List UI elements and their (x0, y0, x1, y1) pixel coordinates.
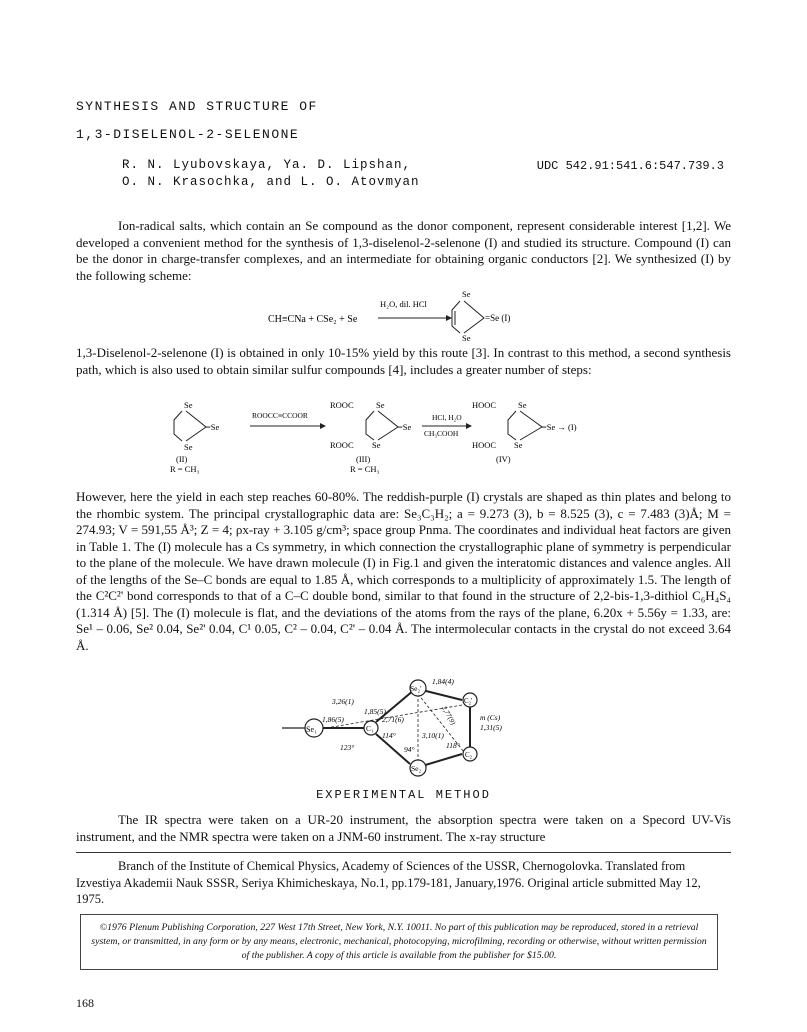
authors-line-2: O. N. Krasochka, and L. O. Atovmyan (122, 175, 420, 189)
atom-se2prime-label: Se₂' (410, 684, 422, 693)
paragraph-3 (76, 489, 731, 654)
scheme2-ii-se-bottom: Se (184, 442, 193, 452)
atom-c2prime-label: C₂' (464, 697, 473, 705)
scheme2-iii-ring-left (366, 411, 374, 440)
scheme2-r-def-2: R = CH₃ (350, 464, 380, 474)
scheme1-arrowhead (446, 315, 452, 321)
affiliation-text: Branch of the Institute of Chemical Physics, Academy of Sciences of the USSR, Chernogolovka. Translated from Izvestiya Akademii Nauk SSSR, Seriya Khimicheskaya, No.1, pp.179-181, January,1976. Original article submitted May 12, 1975. (76, 859, 701, 906)
scheme2-iv-ring-right (520, 411, 542, 440)
scheme1-se-top: Se (462, 289, 471, 299)
label-se2-se2prime: 3,10(1) (422, 731, 444, 740)
label-angle-se1: 123° (340, 743, 355, 752)
molecule-figure (282, 672, 522, 790)
scheme2-iv-hooc-top: HOOC (472, 400, 497, 410)
synthesis-scheme-1 (250, 286, 550, 346)
scheme1-se-bottom: Se (462, 333, 471, 343)
scheme2-r-def-1: R = CH₃ (170, 464, 200, 474)
page-number: 168 (76, 996, 94, 1010)
paper-title-line-1: SYNTHESIS AND STRUCTURE OF (76, 99, 318, 114)
label-c1-c2prime: 2,71(6) (382, 715, 404, 724)
label-se1-c1: 1,86(5) (322, 715, 344, 724)
scheme2-iv-se-bottom: Se (514, 440, 523, 450)
scheme2-iii-rooc-bottom: ROOC (330, 440, 354, 450)
paragraph-3-text: However, here the yield in each step reaches 60-80%. The reddish-purple (I) crystals are shaped as thin plates and belong to the rhombic system. The principal crystallographic data are: Se₃C₃H₂; a = 9.273 (3), b = 8.525 (3), c = 7.483 (3)Å; M = 274.93; V = 591,55 Å³; Z = 4; ρx-ray + 3.105 g/cm³; space group Pnma. The coordinates and individual heat factors are given in Table 1. The (I) molecule has a Cs symmetry, in which connection the crystallographic plane of symmetry is perpendicular to the plane of the molecule. We have drawn molecule (I) in Fig.1 and given the interatomic distances and valence angles. All of the lengths of the Se–C bonds are equal to 1.85 Å, which corresponds to a multiplicity of approximately 1.5. The length of the C²C²' bond corresponds to that of a C–C double bond, similar to that found in the structure of 2,2-bis-1,3-dithiol C₆H₄S₄ (1.314 Å) [5]. The (I) molecule is flat, and the deviations of the atoms from the rays of the plane, 6.20x + 5.56y = 1.33, are: Se¹ – 0.06, Se² 0.04, Se²' 0.04, C¹ 0.05, C² – 0.04, C²' – 0.04 Å. The intermolecular contacts in the crystal do not exceed 3.64 Å. (76, 489, 731, 653)
intro-text: Ion-radical salts, which contain an Se compound as the donor component, represent considerable interest [1,2]. We developed a convenient method for the synthesis of 1,3-diselenol-2-selenone (I) and studied its structure. Compound (I) can be the donor in charge-transfer complexes, and an intermediate for obtaining organic conductors [2]. We synthesized (I) by the following scheme: (76, 218, 731, 283)
scheme2-arrowhead-2 (466, 423, 472, 429)
copyright-box (80, 914, 718, 970)
scheme2-ii-ring-left (174, 411, 182, 441)
scheme2-iv-final: =Se → (I) (542, 422, 577, 432)
section-header-experimental: EXPERIMENTAL METHOD (316, 788, 491, 802)
copyright-text: ©1976 Plenum Publishing Corporation, 227 West 17th Street, New York, N.Y. 10011. No part of this publication may be reproduced, stored in a retrieval system, or transmitted, in any form or by any means, electronic, mechanical, photocopying, microfilming, recording or otherwise, without written permission of the publisher. A copy of this article is available from the publisher for $15.00. (91, 922, 707, 961)
bond-se2prime-c2prime (422, 690, 462, 700)
scheme2-iv-ring-left (508, 411, 516, 440)
label-c2-c2prime: 1,31(5) (480, 723, 502, 732)
scheme2-iv-hooc-bottom: HOOC (472, 440, 497, 450)
scheme2-reagent-1: ROOCC≡CCOOR (252, 411, 308, 420)
authors (122, 157, 420, 191)
scheme2-iii-eqse: =Se (398, 422, 412, 432)
bond-se2-c2 (422, 754, 462, 766)
paper-title-line-2: 1,3-DISELENOL-2-SELENONE (76, 127, 300, 142)
scheme2-ii-ring-right (186, 411, 206, 441)
paragraph-2 (76, 345, 731, 378)
scheme2-reagent-2a: HCl, H₂O (432, 413, 462, 422)
scheme1-reactants: CH≡CNa + CSe₂ + Se (268, 314, 358, 325)
scheme2-ii-eqse: =Se (206, 422, 220, 432)
udc-code: UDC 542.91:541.6:547.739.3 (536, 159, 724, 173)
label-se2prime-c2prime: 1,84(4) (432, 677, 454, 686)
authors-line-1: R. N. Lyubovskaya, Ya. D. Lipshan, (122, 158, 412, 172)
scheme1-ring-left (452, 301, 460, 333)
scheme2-iii-ring-right (378, 411, 398, 440)
atom-se1-label: Se₁ (306, 725, 317, 734)
footnote-divider (76, 852, 731, 853)
scheme2-ii-se-top: Se (184, 400, 193, 410)
scheme2-reagent-2b: CH₃COOH (424, 429, 459, 438)
atom-c1-label: C₁ (366, 724, 374, 733)
synthesis-scheme-2 (170, 398, 630, 478)
paragraph-2-text: 1,3-Diselenol-2-selenone (I) is obtained in only 10-15% yield by this route [3]. In contrast to this method, a second synthesis path, which is also used to obtain similar sulfur compounds [4], includes a greater number of steps: (76, 345, 731, 377)
label-mirror-plane: m (Cs) (480, 713, 501, 722)
scheme2-iii-se-bottom: Se (372, 440, 381, 450)
label-angle-c1: 114° (382, 731, 396, 740)
experimental-text: The IR spectra were taken on a UR-20 instrument, the absorption spectra were taken on a Specord UV-Vis instrument, and the NMR spectra were taken on a JNM-60 instrument. The x-ray structure (76, 812, 731, 844)
atom-c2-label: C₂ (465, 751, 473, 759)
scheme2-iii-se-top: Se (376, 400, 385, 410)
scheme2-label-ii: (II) (176, 454, 188, 464)
label-se1-c2prime: 3,26(1) (332, 697, 354, 706)
label-diagonal: 2,77(9) (440, 704, 458, 727)
label-c1-se2prime: 1,85(5) (364, 707, 386, 716)
atom-se2-label: Se₂ (411, 764, 422, 773)
scheme1-ring-right (464, 301, 484, 333)
experimental-paragraph (76, 812, 731, 845)
scheme2-label-iv: (IV) (496, 454, 511, 464)
intro-paragraph (76, 218, 731, 284)
scheme2-label-iii: (III) (356, 454, 371, 464)
scheme1-product: =Se (I) (485, 313, 511, 323)
scheme1-conditions: H₂O, dil. HCl (380, 299, 427, 309)
scheme2-iv-se-top: Se (518, 400, 527, 410)
label-angle-se2: 94° (404, 745, 415, 754)
scheme2-arrowhead-1 (320, 423, 326, 429)
label-angle-c2: 118° (446, 741, 460, 750)
affiliation-note (76, 858, 731, 908)
scheme2-iii-rooc-top: ROOC (330, 400, 354, 410)
